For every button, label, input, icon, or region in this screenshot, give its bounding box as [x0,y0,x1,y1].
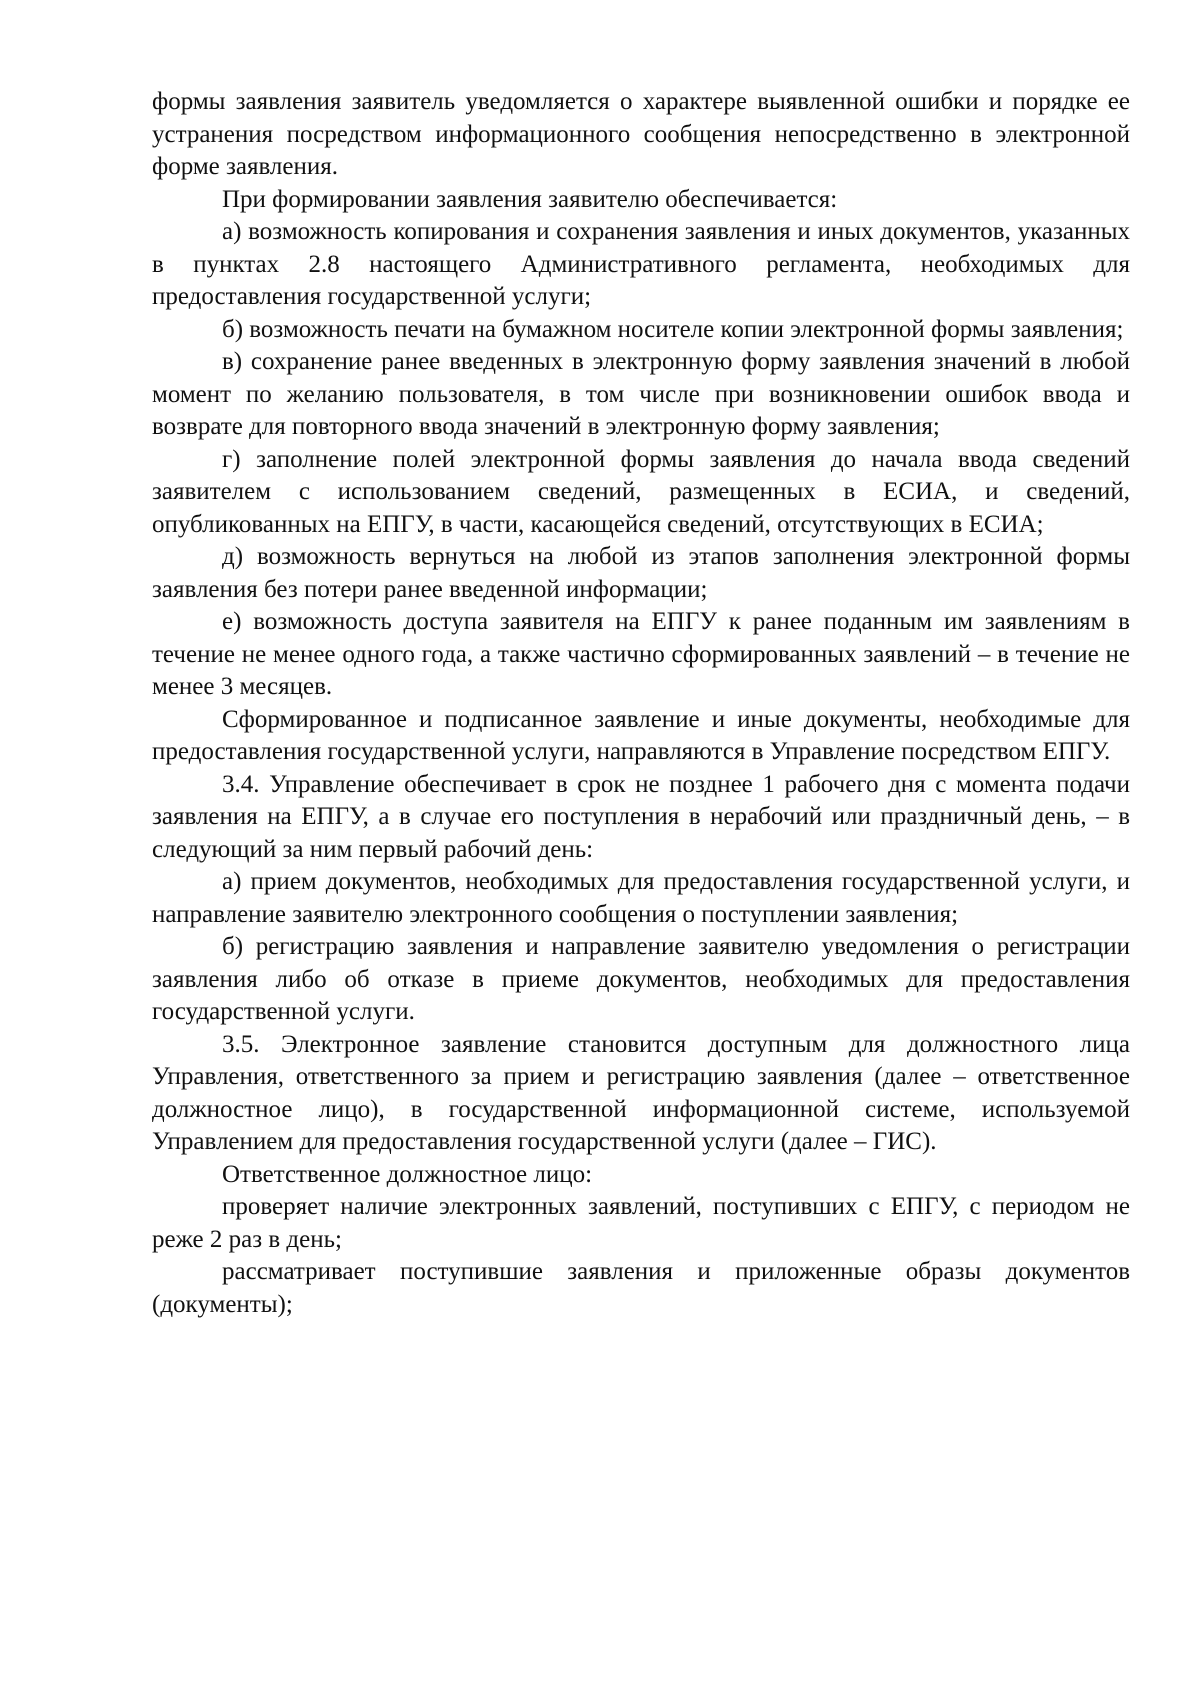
paragraph: д) возможность вернуться на любой из этапов заполнения электронной формы заявления без потери ранее введенной информации; [152,543,1130,603]
paragraph: е) возможность доступа заявителя на ЕПГУ к ранее поданным им заявлениям в течение не менее одного года, а также частично сформированных заявлений – в течение не менее 3 месяцев. [152,608,1130,700]
paragraph: а) прием документов, необходимых для предоставления государственной услуги, и направление заявителю электронного сообщения о поступлении заявления; [152,868,1130,928]
paragraph: а) возможность копирования и сохранения заявления и иных документов, указанных в пунктах 2.8 настоящего Административного регламента, необходимых для предоставления государственной услуги; [152,218,1130,310]
paragraph: При формировании заявления заявителю обеспечивается: [222,185,838,213]
document-body [152,86,1130,1321]
paragraph: б) регистрацию заявления и направление заявителю уведомления о регистрации заявления либо об отказе в приеме документов, необходимых для предоставления государственной услуги. [152,933,1130,1025]
paragraph: 3.4. Управление обеспечивает в срок не позднее 1 рабочего дня с момента подачи заявления на ЕПГУ, а в случае его поступления в нерабочий или праздничный день, – в следующий за ним первый рабочий день: [152,770,1130,863]
paragraph: рассматривает поступившие заявления и приложенные образы документов (документы); [152,1258,1130,1318]
paragraph: Сформированное и подписанное заявление и иные документы, необходимые для предоставления государственной услуги, направляются в Управление посредством ЕПГУ. [152,705,1130,765]
paragraph: 3.5. Электронное заявление становится доступным для должностного лица Управления, ответственного за прием и регистрацию заявления (далее – ответственное должностное лицо), в государственной информационной системе, используемой Управлением для предоставления государственной услуги (далее – ГИС). [152,1030,1130,1155]
paragraph: проверяет наличие электронных заявлений, поступивших с ЕПГУ, с периодом не реже 2 раз в день; [152,1193,1130,1253]
paragraph: в) сохранение ранее введенных в электронную форму заявления значений в любой момент по желанию пользователя, в том числе при возникновении ошибок ввода и возврате для повторного ввода значений в электронную форму заявления; [152,348,1130,440]
paragraph: Ответственное должностное лицо: [222,1160,593,1188]
paragraph: б) возможность печати на бумажном носителе копии электронной формы заявления; [222,315,1124,343]
paragraph: формы заявления заявитель уведомляется о характере выявленной ошибки и порядке ее устранения посредством информационного сообщения непосредственно в электронной форме заявления. [152,88,1130,180]
paragraph: г) заполнение полей электронной формы заявления до начала ввода сведений заявителем с использованием сведений, размещенных в ЕСИА, и сведений, опубликованных на ЕПГУ, в части, касающейся сведений, отсутствующих в ЕСИА; [152,445,1130,538]
